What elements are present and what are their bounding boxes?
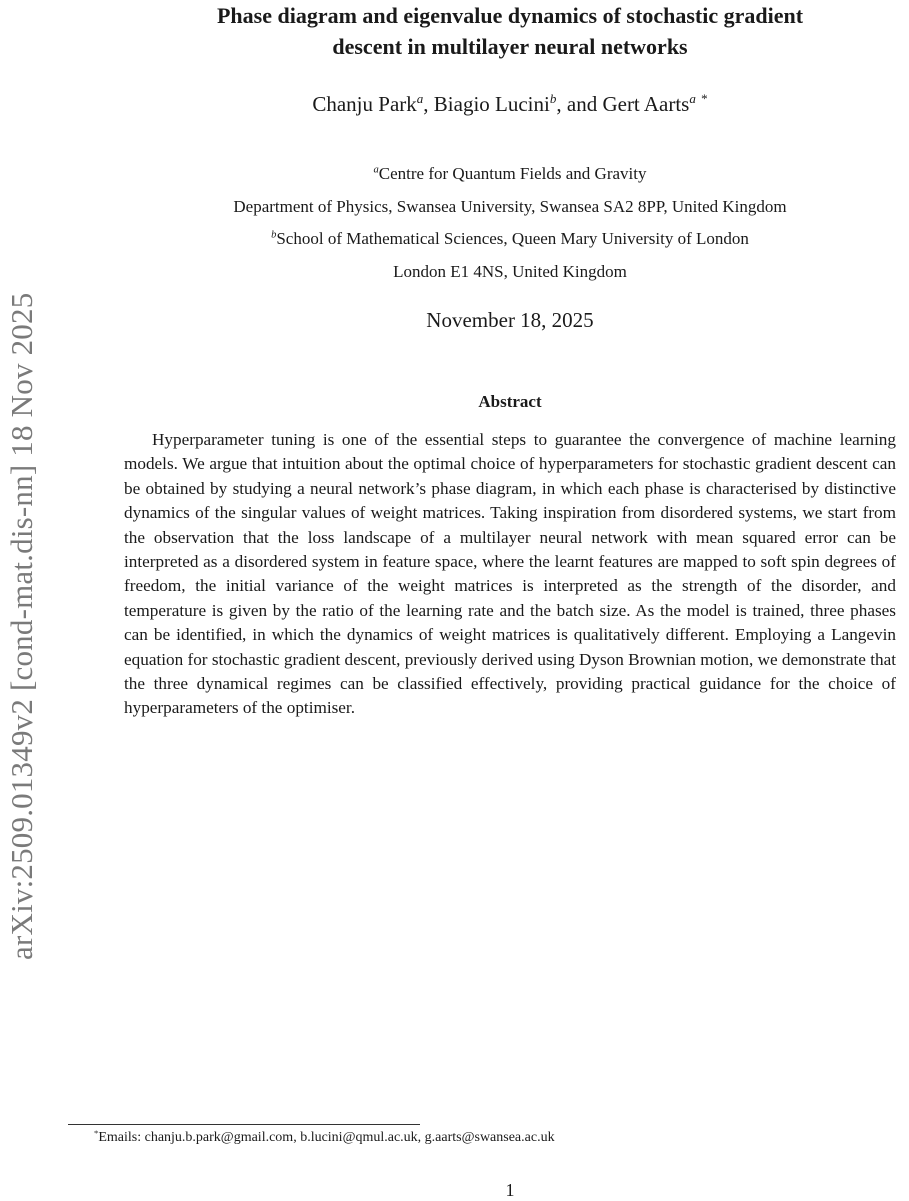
abstract-heading: Abstract [478,392,542,411]
publication-date: November 18, 2025 [426,308,594,332]
footnote [94,1127,555,1146]
paper-title [100,0,909,62]
affiliation-mark: b [271,229,277,241]
affiliation-text: Centre for Quantum Fields and Gravity [378,164,647,183]
author-separator: , and [556,92,603,116]
affiliation-b-line-1 [100,229,909,249]
title-line-1: Phase diagram and eigenvalue dynamics of stochastic gradient [216,3,804,28]
author-name: Biagio Lucini [433,92,550,116]
title-line-2: descent in multilayer neural networks [332,34,688,59]
footnote-mark: * [94,1127,99,1138]
affiliation-text: School of Mathematical Sciences, Queen Mary University of London [276,229,749,248]
affiliation-mark: a [373,164,379,176]
affiliation-mark: a [689,91,696,107]
affiliation-a-line-1 [100,164,909,184]
affiliation-b-line-2: London E1 4NS, United Kingdom [393,262,627,281]
page-number: 1 [505,1180,515,1200]
footnote-text: Emails: chanju.b.park@gmail.com, b.lucini@qmul.ac.uk, g.aarts@swansea.ac.uk [98,1130,555,1145]
arxiv-identifier: arXiv:2509.01349v2 [cond-mat.dis-nn] 18 Nov 2025 [4,292,39,960]
author-list [100,92,909,117]
affiliation-mark: b [549,91,557,107]
abstract-text: Hyperparameter tuning is one of the essential steps to guarantee the convergence of machine learning models. We argue that intuition about the optimal choice of hyperparameters for stochastic gradient descent can be obtained by studying a neural network’s phase diagram, in which each phase is characterised by distinctive dynamics of the singular values of weight matrices. Taking inspiration from disordered systems, we start from the observation that the loss landscape of a multilayer neural network with mean squared error can be interpreted as a disordered system in feature space, where the learnt features are mapped to soft spin degrees of freedom, the initial variance of the weight matrices is interpreted as the strength of the disorder, and temperature is given by the ratio of the learning rate and the batch size. As the model is trained, three phases can be identified, in which the dynamics of weight matrices is qualitatively different. Employing a Langevin equation for stochastic gradient descent, previously derived using Dyson Brownian motion, we demonstrate that the three dynamical regimes can be classified effectively, providing practical guidance for the choice of hyperparameters of the optimiser. [124,430,896,718]
author-separator: , [423,92,434,116]
footnote-divider [68,1124,420,1125]
author-name: Gert Aarts [602,92,690,116]
corresponding-author-mark: * [701,91,708,107]
author-name: Chanju Park [312,92,417,116]
affiliation-mark: a [416,91,424,107]
affiliation-a-line-2: Department of Physics, Swansea University, Swansea SA2 8PP, United Kingdom [233,197,787,216]
